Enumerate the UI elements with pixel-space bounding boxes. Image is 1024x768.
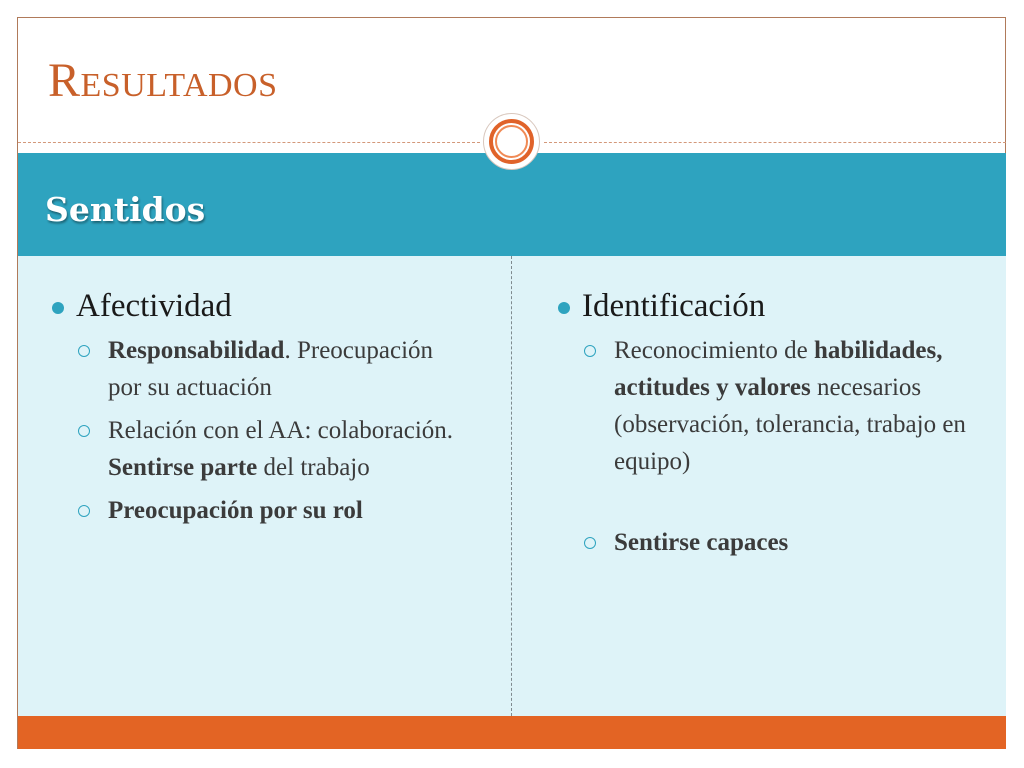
section-title: Sentidos [45,190,206,229]
title-divider-right [544,142,1006,143]
item-text: Reconocimiento de [614,337,814,364]
item-text: Relación con el AA: colaboración. [108,417,454,444]
item-bold-text: Preocupación por su rol [108,497,363,524]
left-heading [48,286,468,326]
left-column [48,286,468,529]
title-divider-left [18,142,480,143]
item-text: necesarios (observación, tolerancia, trabajo en equipo) [614,374,966,475]
bullet-dot-icon [558,302,570,314]
bullet-circle-icon [78,345,90,357]
list-item [48,412,468,486]
bullet-dot-icon [52,302,64,314]
item-bold-text: habilidades, actitudes y valores [614,337,943,401]
footer-bar [18,716,1006,749]
slide-title: Resultados [48,54,278,107]
item-bold-text: Sentirse capaces [614,529,789,556]
item-bold-text: Responsabilidad [108,337,285,364]
bullet-circle-icon [584,537,596,549]
item-text: del trabajo [257,454,370,481]
right-column [554,286,984,561]
right-heading [554,286,984,326]
list-item [554,332,984,480]
item-bold-text: Sentirse parte [108,454,258,481]
ornament-inner-ring [495,125,528,158]
item-text: . Preocupación por su actuación [108,337,434,401]
list-item [554,524,984,561]
right-heading-text: Identificación [582,288,766,324]
bullet-circle-icon [78,505,90,517]
bullet-circle-icon [584,345,596,357]
list-item [48,332,468,406]
column-divider [511,256,512,716]
bullet-circle-icon [78,425,90,437]
list-item [48,492,468,529]
left-heading-text: Afectividad [76,288,232,324]
circle-ornament-icon [483,113,540,170]
content-area [18,256,1006,716]
